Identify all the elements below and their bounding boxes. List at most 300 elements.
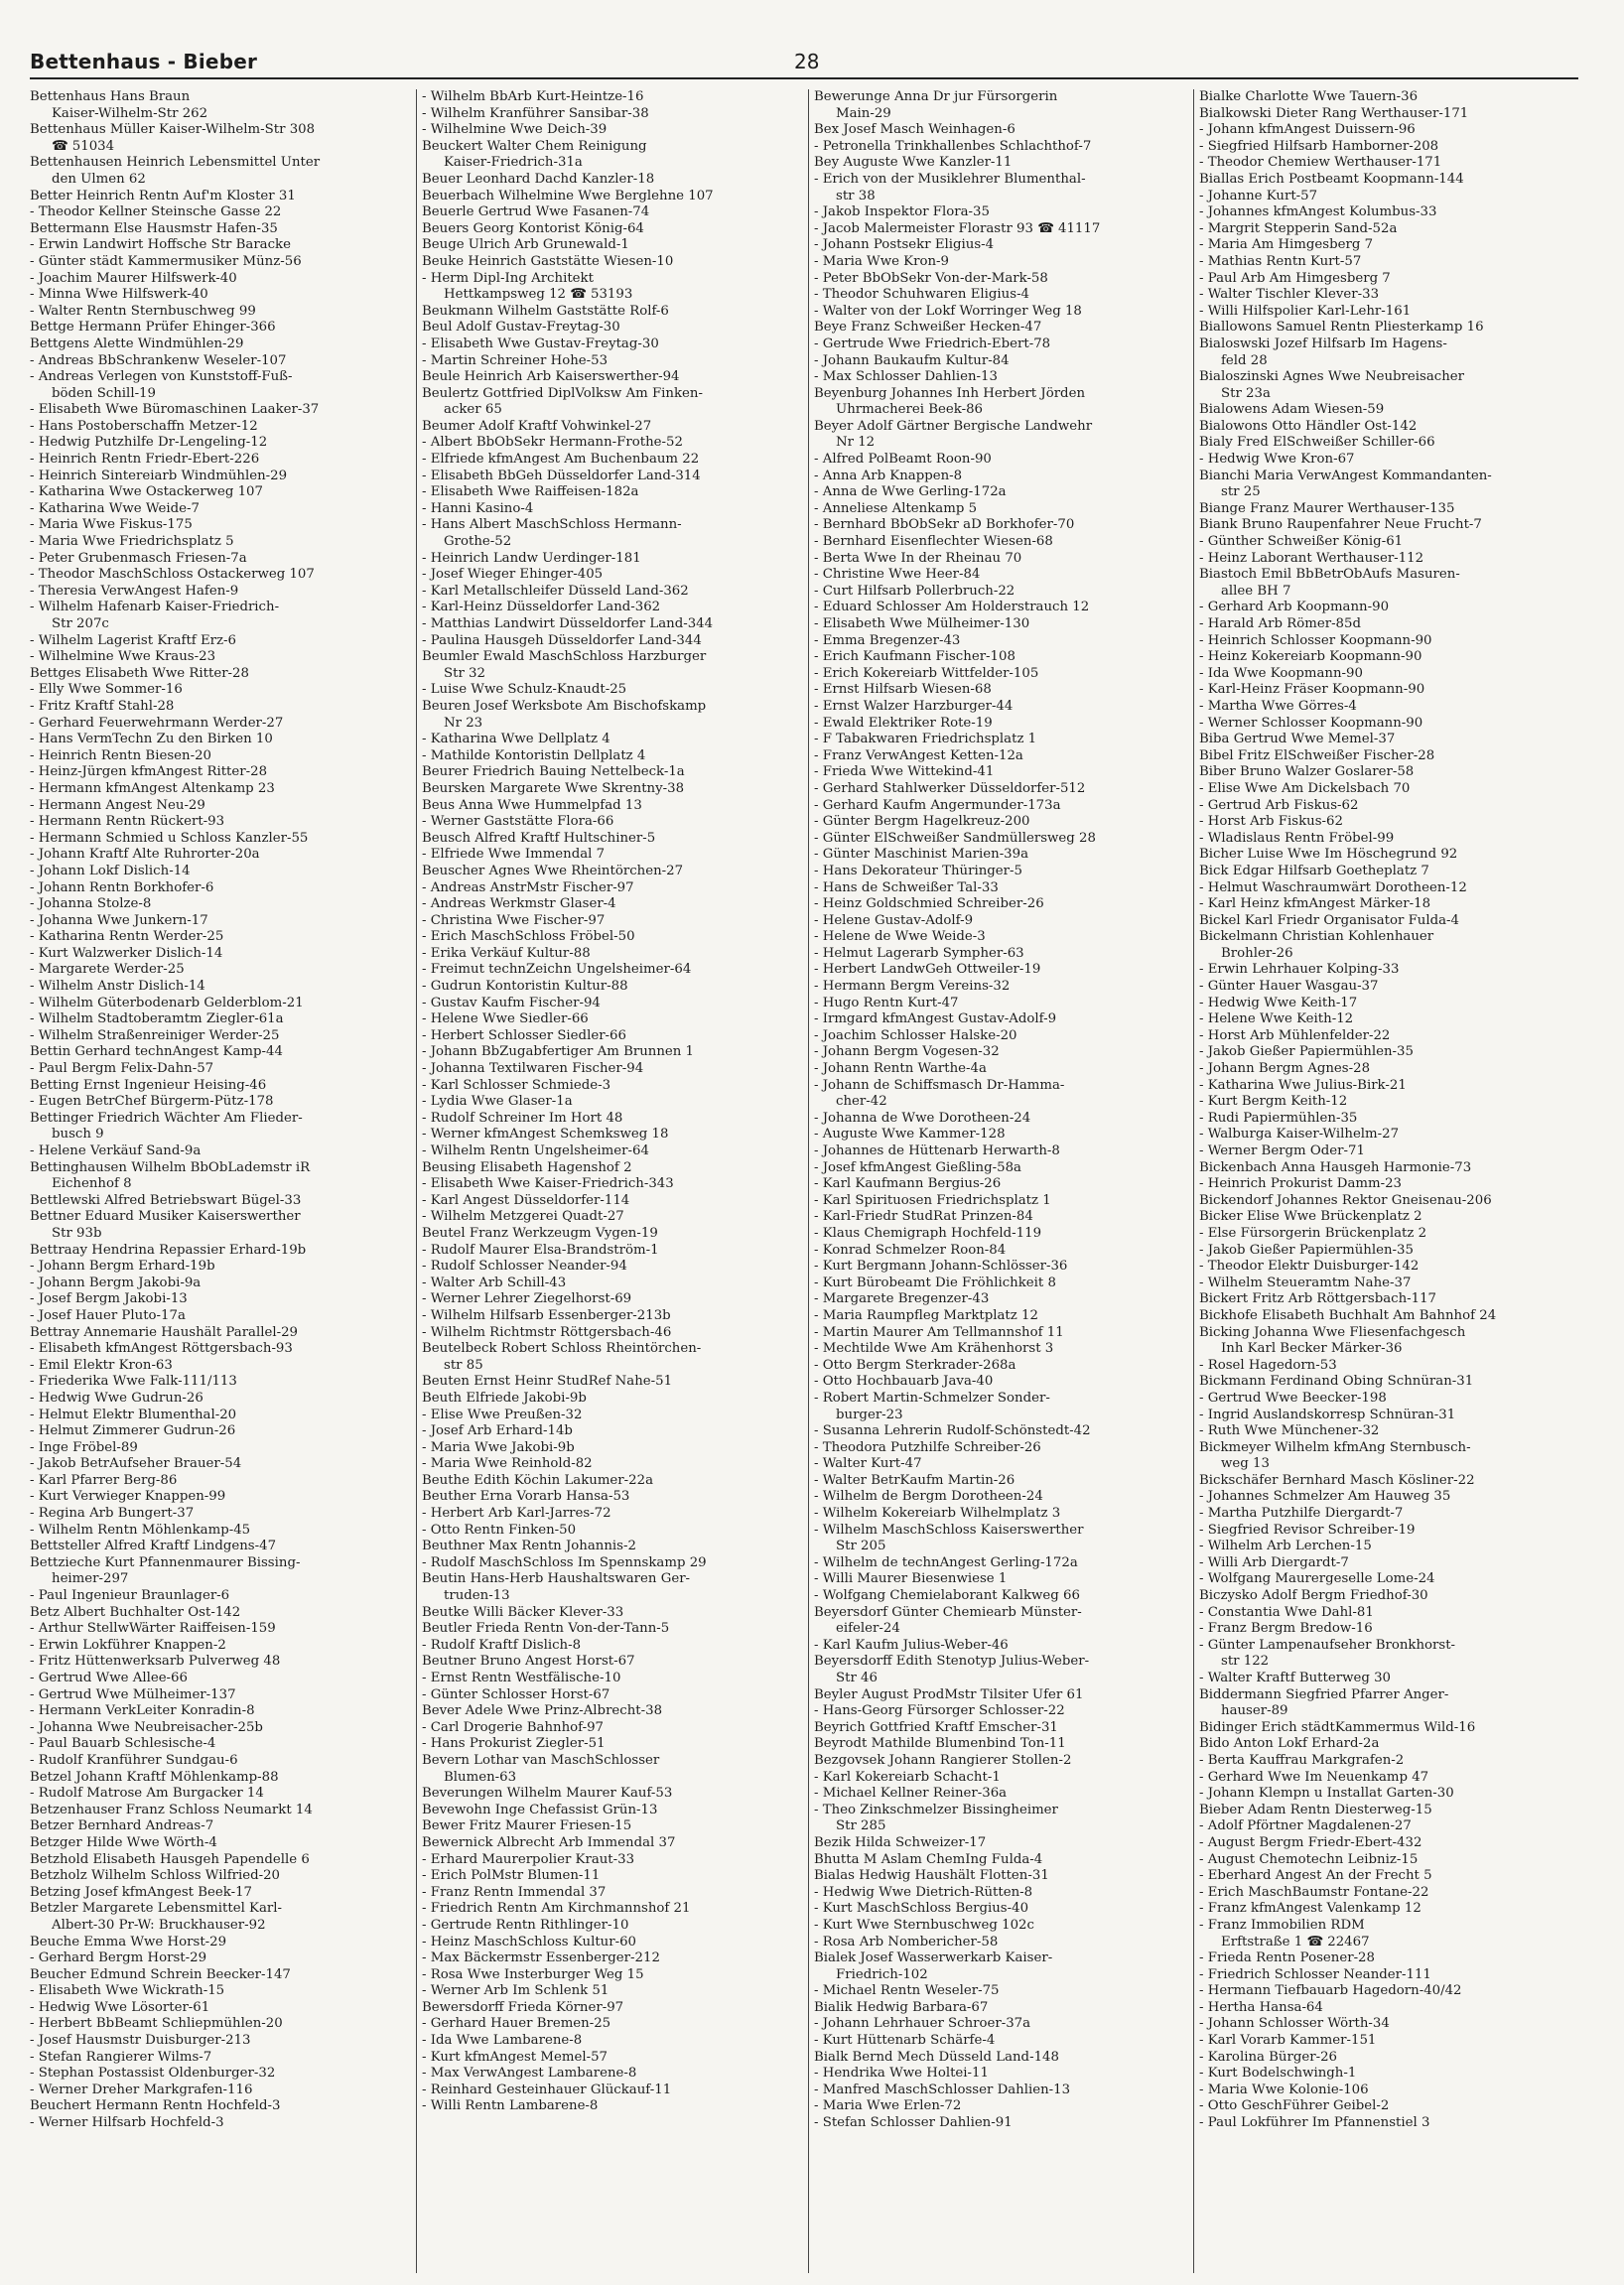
- directory-entry: Beuerle Gertrud Wwe Fasanen-74: [422, 204, 650, 220]
- directory-entry: - Jacob Malermeister Florastr 93 ☎ 41117: [814, 220, 1101, 236]
- directory-entry: Bevewohn Inge Chefassist Grün-13: [422, 1802, 658, 1817]
- directory-entry: - Heinz-Jürgen kfmAngest Ritter-28: [30, 764, 268, 780]
- directory-entry: str 85: [444, 1357, 483, 1373]
- directory-entry: - Gerhard Arb Koopmann-90: [1199, 600, 1390, 615]
- directory-entry: - Heinrich Prokurist Damm-23: [1199, 1176, 1402, 1192]
- directory-entry: - Helene Verkäuf Sand-9a: [30, 1143, 202, 1158]
- directory-entry: Biallowons Samuel Rentn Pliesterkamp 16: [1199, 320, 1484, 336]
- directory-entry: - Hedwig Wwe Keith-17: [1199, 995, 1358, 1010]
- directory-entry: - Gerhard Hauer Bremen-25: [422, 2016, 611, 2032]
- directory-entry: - Emma Bregenzer-43: [814, 632, 961, 648]
- directory-entry: Beuers Georg Kontorist König-64: [422, 220, 644, 236]
- directory-entry: - Hans de Schweißer Tal-33: [814, 879, 999, 895]
- directory-entry: - Heinrich Sintereiarb Windmühlen-29: [30, 468, 288, 483]
- directory-entry: - Theodor Chemiew Werthauser-171: [1199, 155, 1442, 171]
- directory-entry: - Hedwig Wwe Lösorter-61: [30, 1999, 210, 2015]
- directory-entry: - Ewald Elektriker Rote-19: [814, 715, 993, 731]
- directory-entry: Bialowons Otto Händler Ost-142: [1199, 418, 1418, 434]
- directory-entry: - Gertrud Wwe Allee-66: [30, 1671, 188, 1685]
- directory-entry: - Christina Wwe Fischer-97: [422, 912, 606, 928]
- directory-entry: - Wilhelm Güterbodenarb Gelderblom-21: [30, 995, 304, 1010]
- directory-entry: - Karl Kaufmann Bergius-26: [814, 1176, 1002, 1192]
- directory-entry: Bickelmann Christian Kohlenhauer: [1199, 929, 1434, 945]
- directory-entry: - Mathias Rentn Kurt-57: [1199, 253, 1362, 269]
- directory-entry: Betzenhauser Franz Schloss Neumarkt 14: [30, 1802, 313, 1817]
- directory-entry: - Gerhard Bergm Horst-29: [30, 1950, 207, 1966]
- directory-entry: - Herbert Schlosser Siedler-66: [422, 1027, 626, 1043]
- directory-entry: - Mathilde Kontoristin Dellplatz 4: [422, 747, 646, 763]
- directory-entry: - Franz VerwAngest Ketten-12a: [814, 747, 1023, 763]
- directory-entry: - Erwin Lokführer Knappen-2: [30, 1637, 226, 1653]
- directory-entry: - Horst Arb Mühlenfelder-22: [1199, 1027, 1391, 1043]
- directory-entry: - Paulina Hausgeh Düsseldorfer Land-344: [422, 632, 702, 648]
- directory-entry: - Theo Zinkschmelzer Bissingheimer: [814, 1802, 1058, 1817]
- directory-entry: Bickendorf Johannes Rektor Gneisenau-206: [1199, 1192, 1492, 1208]
- directory-entry: Str 205: [836, 1539, 886, 1554]
- directory-entry: - Erwin Lehrhauer Kolping-33: [1199, 962, 1400, 978]
- directory-entry: - Max Bäckermstr Essenberger-212: [422, 1950, 660, 1966]
- directory-entry: - Wladislaus Rentn Fröbel-99: [1199, 830, 1395, 846]
- directory-entry: - Jakob Gießer Papiermühlen-35: [1199, 1242, 1414, 1258]
- directory-entry: - Wilhelm Hilfsarb Essenberger-213b: [422, 1307, 671, 1323]
- directory-entry: acker 65: [444, 402, 502, 418]
- directory-entry: - Katharina Rentn Werder-25: [30, 929, 224, 945]
- directory-entry: - Robert Martin-Schmelzer Sonder-: [814, 1390, 1050, 1406]
- directory-entry: - Hedwig Wwe Kron-67: [1199, 452, 1355, 468]
- directory-entry: - Rudolf Maurer Elsa-Brandström-1: [422, 1242, 659, 1258]
- directory-entry: - Martin Maurer Am Tellmannshof 11: [814, 1324, 1064, 1340]
- directory-entry: - Elise Wwe Am Dickelsbach 70: [1199, 780, 1411, 796]
- directory-entry: - Maria Wwe Kolonie-106: [1199, 2082, 1369, 2097]
- directory-entry: Beulertz Gottfried DiplVolksw Am Finken-: [422, 385, 703, 401]
- directory-entry: - Karl Heinz kfmAngest Märker-18: [1199, 896, 1431, 912]
- directory-entry: - Katharina Wwe Ostackerweg 107: [30, 484, 263, 500]
- directory-entry: - Eberhard Angest An der Frecht 5: [1199, 1868, 1432, 1884]
- directory-entry: - Jakob BetrAufseher Brauer-54: [30, 1456, 242, 1472]
- directory-entry: - Rudolf Kranführer Sundgau-6: [30, 1752, 238, 1768]
- directory-entry: - Anna Arb Knappen-8: [814, 468, 963, 483]
- directory-entry: - Wilhelm Lagerist Kraftf Erz-6: [30, 632, 236, 648]
- directory-entry: - Wilhelm Steueramtm Nahe-37: [1199, 1275, 1412, 1290]
- directory-entry: Bettner Eduard Musiker Kaiserswerther: [30, 1209, 301, 1225]
- directory-entry: - Manfred MaschSchlosser Dahlien-13: [814, 2082, 1071, 2097]
- directory-entry: - Elisabeth Wwe Mülheimer-130: [814, 616, 1030, 631]
- directory-entry: - Johann Baukaufm Kultur-84: [814, 352, 1010, 368]
- directory-entry: - Margarete Werder-25: [30, 962, 185, 978]
- directory-entry: Beule Heinrich Arb Kaiserswerther-94: [422, 369, 680, 385]
- directory-entry: - Johann Bergm Vogesen-32: [814, 1044, 1000, 1060]
- directory-entry: Bettge Hermann Prüfer Ehinger-366: [30, 320, 276, 336]
- directory-entry: - Martha Wwe Görres-4: [1199, 698, 1357, 714]
- directory-entry: - Heinrich Rentn Biesen-20: [30, 747, 211, 763]
- directory-entry: - Elisabeth Wwe Gustav-Freytag-30: [422, 336, 659, 351]
- directory-entry: - Maria Am Himgesberg 7: [1199, 237, 1374, 253]
- directory-entry: Beye Franz Schweißer Hecken-47: [814, 320, 1042, 336]
- directory-entry: - Kurt Hüttenarb Schärfe-4: [814, 2033, 996, 2049]
- directory-entry: - Paul Lokführer Im Pfannenstiel 3: [1199, 2115, 1430, 2131]
- directory-entry: - Kurt Bürobeamt Die Fröhlichkeit 8: [814, 1275, 1056, 1290]
- directory-entry: - Rudolf MaschSchloss Im Spennskamp 29: [422, 1554, 707, 1570]
- directory-entry: - Ernst Rentn Westfälische-10: [422, 1671, 621, 1685]
- directory-entry: - Maria Wwe Erlen-72: [814, 2098, 962, 2114]
- directory-entry: Biange Franz Maurer Werthauser-135: [1199, 500, 1455, 516]
- directory-entry: - Maria Wwe Jakobi-9b: [422, 1439, 575, 1455]
- directory-entry: - Karl-Heinz Düsseldorfer Land-362: [422, 600, 661, 615]
- directory-entry: Bieber Adam Rentn Diesterweg-15: [1199, 1802, 1432, 1817]
- directory-entry: - Elfriede Wwe Immendal 7: [422, 847, 606, 863]
- directory-entry: Bickmeyer Wilhelm kfmAng Sternbusch-: [1199, 1439, 1471, 1455]
- directory-entry: - Karl Schlosser Schmiede-3: [422, 1077, 611, 1093]
- directory-entry: - Maria Raumpfleg Marktplatz 12: [814, 1307, 1038, 1323]
- directory-entry: - Gertrud Arb Fiskus-62: [1199, 797, 1359, 813]
- directory-entry: Beuthe Edith Köchin Lakumer-22a: [422, 1472, 654, 1488]
- directory-entry: - Günter städt Kammermusiker Münz-56: [30, 253, 302, 269]
- directory-entry: - Werner Hilfsarb Hochfeld-3: [30, 2115, 224, 2131]
- directory-entry: - Stefan Schlosser Dahlien-91: [814, 2115, 1013, 2131]
- directory-entry: - Margarete Bregenzer-43: [814, 1291, 990, 1307]
- directory-entry: Bettinger Friedrich Wächter Am Flieder-: [30, 1110, 303, 1126]
- directory-entry: - Petronella Trinkhallenbes Schlachthof-7: [814, 138, 1092, 154]
- directory-entry: Brohler-26: [1221, 945, 1293, 961]
- directory-entry: Beutner Bruno Angest Horst-67: [422, 1654, 635, 1670]
- directory-entry: Betz Albert Buchhalter Ost-142: [30, 1604, 241, 1620]
- directory-entry: - Wilhelm MaschSchloss Kaiserswerther: [814, 1522, 1084, 1538]
- directory-entry: - Theodor Kellner Steinsche Gasse 22: [30, 204, 282, 220]
- directory-entry: - Günter Schlosser Horst-67: [422, 1686, 610, 1702]
- directory-entry: - Karl Kokereiarb Schacht-1: [814, 1769, 1001, 1785]
- directory-entry: Bewersdorff Frieda Körner-97: [422, 1999, 624, 2015]
- directory-entry: - Paul Bergm Felix-Dahn-57: [30, 1061, 214, 1077]
- directory-entry: Bettenhausen Heinrich Lebensmittel Unter: [30, 155, 321, 171]
- directory-entry: Str 23a: [1221, 385, 1271, 401]
- column-2: [422, 89, 799, 2273]
- directory-entry: Bialk Bernd Mech Düsseld Land-148: [814, 2049, 1059, 2065]
- directory-entry: ☎ 51034: [52, 138, 115, 154]
- directory-entry: - Günter Lampenaufseher Bronkhorst-: [1199, 1637, 1456, 1653]
- directory-entry: str 38: [836, 188, 876, 203]
- directory-entry: Beuten Ernst Heinr StudRef Nahe-51: [422, 1374, 673, 1390]
- directory-entry: - Wilhelmine Wwe Kraus-23: [30, 649, 216, 665]
- directory-entry: - Elly Wwe Sommer-16: [30, 682, 183, 698]
- directory-entry: - Maria Wwe Kron-9: [814, 253, 949, 269]
- directory-entry: - Günter ElSchweißer Sandmüllersweg 28: [814, 830, 1096, 846]
- directory-entry: - Erwin Landwirt Hoffsche Str Baracke: [30, 237, 291, 253]
- directory-entry: - Ernst Walzer Harzburger-44: [814, 698, 1014, 714]
- directory-entry: Str 32: [444, 665, 485, 681]
- directory-entry: - F Tabakwaren Friedrichsplatz 1: [814, 732, 1037, 747]
- directory-entry: Betzhold Elisabeth Hausgeh Papendelle 6: [30, 1851, 310, 1867]
- directory-entry: Betzer Bernhard Andreas-7: [30, 1818, 214, 1834]
- directory-entry: burger-23: [836, 1407, 903, 1422]
- directory-entry: - Franz Immobilien RDM: [1199, 1917, 1365, 1933]
- directory-entry: - Ingrid Auslandskorresp Schnüran-31: [1199, 1407, 1456, 1422]
- directory-entry: Beverungen Wilhelm Maurer Kauf-53: [422, 1786, 673, 1802]
- directory-entry: Betzler Margarete Lebensmittel Karl-: [30, 1901, 283, 1917]
- directory-entry: - Elisabeth Wwe Kaiser-Friedrich-343: [422, 1176, 674, 1192]
- directory-entry: - Reinhard Gesteinhauer Glückauf-11: [422, 2082, 672, 2097]
- directory-entry: - Jakob Gießer Papiermühlen-35: [1199, 1044, 1414, 1060]
- directory-entry: feld 28: [1221, 352, 1268, 368]
- directory-entry: - Paul Arb Am Himgesberg 7: [1199, 270, 1391, 286]
- directory-entry: allee BH 7: [1221, 583, 1291, 599]
- directory-entry: Bialkowski Dieter Rang Werthauser-171: [1199, 105, 1469, 121]
- directory-entry: Beurer Friedrich Bauing Nettelbeck-1a: [422, 764, 685, 780]
- directory-entry: - Curt Hilfsarb Pollerbruch-22: [814, 583, 1015, 599]
- directory-entry: Str 93b: [52, 1225, 102, 1241]
- directory-entry: - Herbert LandwGeh Ottweiler-19: [814, 962, 1041, 978]
- directory-entry: Friedrich-102: [836, 1966, 928, 1982]
- directory-entry: - Helene Wwe Siedler-66: [422, 1011, 589, 1027]
- directory-entry: - Rudi Papiermühlen-35: [1199, 1110, 1358, 1126]
- directory-entry: Bewernick Albrecht Arb Immendal 37: [422, 1834, 676, 1850]
- directory-entry: Bhutta M Aslam ChemIng Fulda-4: [814, 1851, 1043, 1867]
- page-number: 28: [794, 50, 820, 73]
- directory-entry: - Johann Schlosser Wörth-34: [1199, 2016, 1390, 2032]
- directory-entry: - Johanna Textilwaren Fischer-94: [422, 1061, 644, 1077]
- directory-entry: - Siegfried Hilfsarb Hamborner-208: [1199, 138, 1439, 154]
- directory-entry: - Heinz MaschSchloss Kultur-60: [422, 1934, 636, 1949]
- directory-entry: Beyer Adolf Gärtner Bergische Landwehr: [814, 418, 1093, 434]
- directory-entry: Beuchert Hermann Rentn Hochfeld-3: [30, 2098, 281, 2114]
- directory-entry: - Hedwig Wwe Gudrun-26: [30, 1390, 203, 1406]
- directory-entry: - Theodor Schuhwaren Eligius-4: [814, 287, 1030, 303]
- directory-entry: busch 9: [52, 1127, 104, 1142]
- directory-entry: - Adolf Pförtner Magdalenen-27: [1199, 1818, 1412, 1834]
- directory-entry: - Johann BbZugabfertiger Am Brunnen 1: [422, 1044, 695, 1060]
- directory-entry: - Hugo Rentn Kurt-47: [814, 995, 959, 1010]
- directory-entry: - Siegfried Revisor Schreiber-19: [1199, 1522, 1416, 1538]
- directory-entry: Bettges Elisabeth Wwe Ritter-28: [30, 665, 249, 681]
- directory-entry: - Helmut Lagerarb Sympher-63: [814, 945, 1024, 961]
- directory-entry: Bettzieche Kurt Pfannenmaurer Bissing-: [30, 1554, 301, 1570]
- directory-entry: - Wilhelm Richtmstr Röttgersbach-46: [422, 1324, 672, 1340]
- directory-entry: Betzel Johann Kraftf Möhlenkamp-88: [30, 1769, 279, 1785]
- directory-entry: - Lydia Wwe Glaser-1a: [422, 1094, 573, 1110]
- directory-entry: Beumer Adolf Kraftf Vohwinkel-27: [422, 418, 652, 434]
- directory-entry: - Eugen BetrChef Bürgerm-Pütz-178: [30, 1094, 274, 1110]
- directory-entry: str 122: [1221, 1654, 1270, 1670]
- directory-entry: - Karl-Friedr StudRat Prinzen-84: [814, 1209, 1033, 1225]
- directory-entry: - Herm Dipl-Ing Architekt: [422, 270, 594, 286]
- directory-entry: - Franz Rentn Immendal 37: [422, 1884, 607, 1900]
- directory-entry: heimer-297: [52, 1571, 129, 1587]
- directory-entry: - Helmut Elektr Blumenthal-20: [30, 1407, 237, 1422]
- directory-entry: Biddermann Siegfried Pfarrer Anger-: [1199, 1686, 1449, 1702]
- directory-entry: - Herbert BbBeamt Schliepmühlen-20: [30, 2016, 283, 2032]
- directory-entry: Bialowens Adam Wiesen-59: [1199, 402, 1385, 418]
- directory-entry: - Rosel Hagedorn-53: [1199, 1357, 1337, 1373]
- directory-entry: - Max VerwAngest Lambarene-8: [422, 2066, 637, 2082]
- directory-entry: Betzing Josef kfmAngest Beek-17: [30, 1884, 252, 1900]
- directory-entry: - Heinz Laborant Werthauser-112: [1199, 550, 1424, 566]
- directory-entry: - Gudrun Kontoristin Kultur-88: [422, 979, 628, 995]
- directory-entry: - Friedrich Schlosser Neander-111: [1199, 1966, 1431, 1982]
- directory-entry: Biczysko Adolf Bergm Friedhof-30: [1199, 1588, 1428, 1604]
- directory-entry: Bettinghausen Wilhelm BbObLademstr iR: [30, 1159, 311, 1175]
- directory-entry: Bick Edgar Hilfsarb Goetheplatz 7: [1199, 863, 1429, 878]
- directory-entry: Biastoch Emil BbBetrObAufs Masuren-: [1199, 567, 1460, 583]
- directory-entry: - Josef Bergm Jakobi-13: [30, 1291, 188, 1307]
- directory-entry: - Wolfgang Chemielaborant Kalkweg 66: [814, 1588, 1080, 1604]
- directory-entry: - Gerhard Feuerwehrmann Werder-27: [30, 715, 284, 731]
- directory-entry: - Kurt Walzwerker Dislich-14: [30, 945, 223, 961]
- directory-entry: - Frieda Rentn Posener-28: [1199, 1950, 1375, 1966]
- directory-entry: - Kurt MaschSchloss Bergius-40: [814, 1901, 1029, 1917]
- directory-entry: Beuthner Max Rentn Johannis-2: [422, 1539, 636, 1554]
- directory-entry: Albert-30 Pr-W: Bruckhauser-92: [52, 1917, 266, 1933]
- directory-entry: - Hans-Georg Fürsorger Schlosser-22: [814, 1703, 1065, 1719]
- directory-entry: - Willi Maurer Biesenwiese 1: [814, 1571, 1008, 1587]
- directory-entry: - Hermann Rentn Rückert-93: [30, 814, 225, 830]
- directory-entry: - Karl Pfarrer Berg-86: [30, 1472, 178, 1488]
- directory-entry: Bey Auguste Wwe Kanzler-11: [814, 155, 1013, 171]
- directory-entry: Erftstraße 1 ☎ 22467: [1221, 1934, 1370, 1949]
- directory-entry: - Gustav Kaufm Fischer-94: [422, 995, 601, 1010]
- directory-entry: - Berta Kauffrau Markgrafen-2: [1199, 1752, 1405, 1768]
- directory-entry: - Herbert Arb Karl-Jarres-72: [422, 1506, 611, 1522]
- directory-entry: str 25: [1221, 484, 1261, 500]
- directory-entry: Bicker Elise Wwe Brückenplatz 2: [1199, 1209, 1422, 1225]
- directory-entry: - Mechtilde Wwe Am Krähenhorst 3: [814, 1341, 1054, 1357]
- directory-entry: Beul Adolf Gustav-Freytag-30: [422, 320, 620, 336]
- directory-entry: - Hermann kfmAngest Altenkamp 23: [30, 780, 275, 796]
- directory-entry: - Helmut Zimmerer Gudrun-26: [30, 1423, 236, 1439]
- page-header: [30, 46, 1578, 79]
- directory-entry: - Walter Kraftf Butterweg 30: [1199, 1671, 1391, 1685]
- directory-entry: - Elisabeth BbGeh Düsseldorfer Land-314: [422, 468, 701, 483]
- directory-entry: - Erich MaschSchloss Fröbel-50: [422, 929, 635, 945]
- directory-entry: Bickenbach Anna Hausgeh Harmonie-73: [1199, 1159, 1472, 1175]
- directory-entry: - Heinrich Schlosser Koopmann-90: [1199, 632, 1432, 648]
- directory-entry: Beyersdorf Günter Chemiearb Münster-: [814, 1604, 1082, 1620]
- directory-entry: - Gertrude Rentn Rithlinger-10: [422, 1917, 629, 1933]
- directory-entry: - Josef Hauer Pluto-17a: [30, 1307, 186, 1323]
- directory-entry: - Erich PolMstr Blumen-11: [422, 1868, 601, 1884]
- directory-entry: - Wilhelm Kranführer Sansibar-38: [422, 105, 649, 121]
- directory-entry: - Ruth Wwe Münchener-32: [1199, 1423, 1380, 1439]
- directory-entry: - Otto Bergm Sterkrader-268a: [814, 1357, 1016, 1373]
- directory-entry: - Gerhard Kaufm Angermunder-173a: [814, 797, 1061, 813]
- directory-entry: - Josef Hausmstr Duisburger-213: [30, 2033, 251, 2049]
- directory-entry: - Katharina Wwe Weide-7: [30, 500, 200, 516]
- directory-entry: - Rudolf Schreiner Im Hort 48: [422, 1110, 623, 1126]
- directory-entry: Biank Bruno Raupenfahrer Neue Frucht-7: [1199, 517, 1482, 533]
- directory-entry: - Johannes de Hüttenarb Herwarth-8: [814, 1143, 1060, 1158]
- directory-entry: - Erhard Maurerpolier Kraut-33: [422, 1851, 635, 1867]
- directory-entry: - Theodora Putzhilfe Schreiber-26: [814, 1439, 1041, 1455]
- directory-entry: - Helene de Wwe Weide-3: [814, 929, 986, 945]
- directory-entry: - Peter BbObSekr Von-der-Mark-58: [814, 270, 1048, 286]
- directory-entry: Betzger Hilde Wwe Wörth-4: [30, 1834, 217, 1850]
- directory-entry: - Wolfgang Maurergeselle Lome-24: [1199, 1571, 1435, 1587]
- directory-entry: Beuckert Walter Chem Reinigung: [422, 138, 647, 154]
- directory-entry: - Hermann VerkLeiter Konradin-8: [30, 1703, 255, 1719]
- directory-entry: - Joachim Schlosser Halske-20: [814, 1027, 1017, 1043]
- directory-entry: - Gerhard Stahlwerker Düsseldorfer-512: [814, 780, 1086, 796]
- directory-entry: - Martin Schreiner Hohe-53: [422, 352, 609, 368]
- directory-entry: Beutel Franz Werkzeugm Vygen-19: [422, 1225, 658, 1241]
- directory-entry: Bialik Hedwig Barbara-67: [814, 1999, 989, 2015]
- directory-entry: - Stephan Postassist Oldenburger-32: [30, 2066, 276, 2082]
- directory-entry: Beyrodt Mathilde Blumenbind Ton-11: [814, 1736, 1066, 1752]
- directory-entry: Bettsteller Alfred Kraftf Lindgens-47: [30, 1539, 277, 1554]
- directory-entry: Bibel Fritz ElSchweißer Fischer-28: [1199, 747, 1435, 763]
- directory-entry: - Günther Schweißer König-61: [1199, 534, 1404, 550]
- directory-entry: Bewerunge Anna Dr jur Fürsorgerin: [814, 89, 1058, 104]
- directory-entry: - Bernhard BbObSekr aD Borkhofer-70: [814, 517, 1075, 533]
- directory-entry: - Susanna Lehrerin Rudolf-Schönstedt-42: [814, 1423, 1091, 1439]
- directory-entry: - Jakob Inspektor Flora-35: [814, 204, 990, 220]
- directory-entry: - Andreas AnstrMstr Fischer-97: [422, 879, 634, 895]
- directory-entry: Bewer Fritz Maurer Friesen-15: [422, 1818, 632, 1834]
- directory-entry: - Rudolf Matrose Am Burgacker 14: [30, 1786, 264, 1802]
- directory-entry: - Christine Wwe Heer-84: [814, 567, 981, 583]
- directory-entry: - Elfriede kfmAngest Am Buchenbaum 22: [422, 452, 700, 468]
- directory-entry: Bettenhaus Müller Kaiser-Wilhelm-Str 308: [30, 122, 316, 138]
- directory-entry: Beucher Edmund Schrein Beecker-147: [30, 1966, 291, 1982]
- directory-entry: - Rudolf Kraftf Dislich-8: [422, 1637, 582, 1653]
- directory-entry: - Maria Wwe Reinhold-82: [422, 1456, 593, 1472]
- directory-entry: Beuerbach Wilhelmine Wwe Berglehne 107: [422, 188, 714, 203]
- directory-entry: - Theodor MaschSchloss Ostackerweg 107: [30, 567, 315, 583]
- directory-entry: - Paul Ingenieur Braunlager-6: [30, 1588, 230, 1604]
- directory-entry: - Joachim Maurer Hilfswerk-40: [30, 270, 237, 286]
- directory-entry: - Theresia VerwAngest Hafen-9: [30, 583, 239, 599]
- directory-entry: - Maria Wwe Fiskus-175: [30, 517, 193, 533]
- directory-entry: Kaiser-Wilhelm-Str 262: [52, 105, 208, 121]
- directory-entry: - Kurt Bodelschwingh-1: [1199, 2066, 1357, 2082]
- directory-entry: Bialke Charlotte Wwe Tauern-36: [1199, 89, 1419, 104]
- directory-entry: - Günter Bergm Hagelkreuz-200: [814, 814, 1030, 830]
- directory-entry: den Ulmen 62: [52, 171, 146, 187]
- directory-entry: - Matthias Landwirt Düsseldorfer Land-344: [422, 616, 714, 631]
- directory-entry: - Anneliese Altenkamp 5: [814, 500, 978, 516]
- directory-entry: - Hermann Schmied u Schloss Kanzler-55: [30, 830, 309, 846]
- directory-entry: - Wilhelm Metzgerei Quadt-27: [422, 1209, 624, 1225]
- directory-entry: - Wilhelm Arb Lerchen-15: [1199, 1539, 1372, 1554]
- directory-entry: - Eduard Schlosser Am Holderstrauch 12: [814, 600, 1090, 615]
- directory-entry: - Johanna de Wwe Dorotheen-24: [814, 1110, 1031, 1126]
- directory-entry: - Gertrud Wwe Mülheimer-137: [30, 1686, 236, 1702]
- directory-entry: - Wilhelm BbArb Kurt-Heintze-16: [422, 89, 644, 104]
- directory-entry: - Horst Arb Fiskus-62: [1199, 814, 1343, 830]
- directory-entry: - Walburga Kaiser-Wilhelm-27: [1199, 1127, 1400, 1142]
- directory-entry: Bickmann Ferdinand Obing Schnüran-31: [1199, 1374, 1474, 1390]
- directory-entry: Bever Adele Wwe Prinz-Albrecht-38: [422, 1703, 663, 1719]
- directory-entry: - August Chemotechn Leibniz-15: [1199, 1851, 1419, 1867]
- directory-entry: - Johann Bergm Jakobi-9a: [30, 1275, 202, 1290]
- directory-entry: - Hermann Tiefbauarb Hagedorn-40/42: [1199, 1983, 1462, 1999]
- directory-entry: Bettin Gerhard technAngest Kamp-44: [30, 1044, 283, 1060]
- directory-entry: Beumler Ewald MaschSchloss Harzburger: [422, 649, 707, 665]
- directory-entry: - Werner Gaststätte Flora-66: [422, 814, 614, 830]
- directory-entry: - Alfred PolBeamt Roon-90: [814, 452, 992, 468]
- directory-entry: Beuscher Agnes Wwe Rheintörchen-27: [422, 863, 684, 878]
- directory-entry: - Karl Metallschleifer Düsseld Land-362: [422, 583, 689, 599]
- directory-entry: - Johann Klempn u Installat Garten-30: [1199, 1786, 1454, 1802]
- directory-entry: - Johannes kfmAngest Kolumbus-33: [1199, 204, 1437, 220]
- directory-entry: Bialoszinski Agnes Wwe Neubreisacher: [1199, 369, 1465, 385]
- directory-entry: Beuth Elfriede Jakobi-9b: [422, 1390, 587, 1406]
- directory-entry: - Andreas BbSchrankenw Weseler-107: [30, 352, 287, 368]
- directory-entry: - Ida Wwe Koopmann-90: [1199, 665, 1363, 681]
- directory-entry: - Else Fürsorgerin Brückenplatz 2: [1199, 1225, 1427, 1241]
- directory-entry: Biallas Erich Postbeamt Koopmann-144: [1199, 171, 1464, 187]
- directory-entry: - Hanni Kasino-4: [422, 500, 534, 516]
- directory-entry: Bettray Annemarie Haushält Parallel-29: [30, 1324, 299, 1340]
- directory-entry: - Otto Rentn Finken-50: [422, 1522, 577, 1538]
- directory-entry: - Michael Rentn Weseler-75: [814, 1983, 1000, 1999]
